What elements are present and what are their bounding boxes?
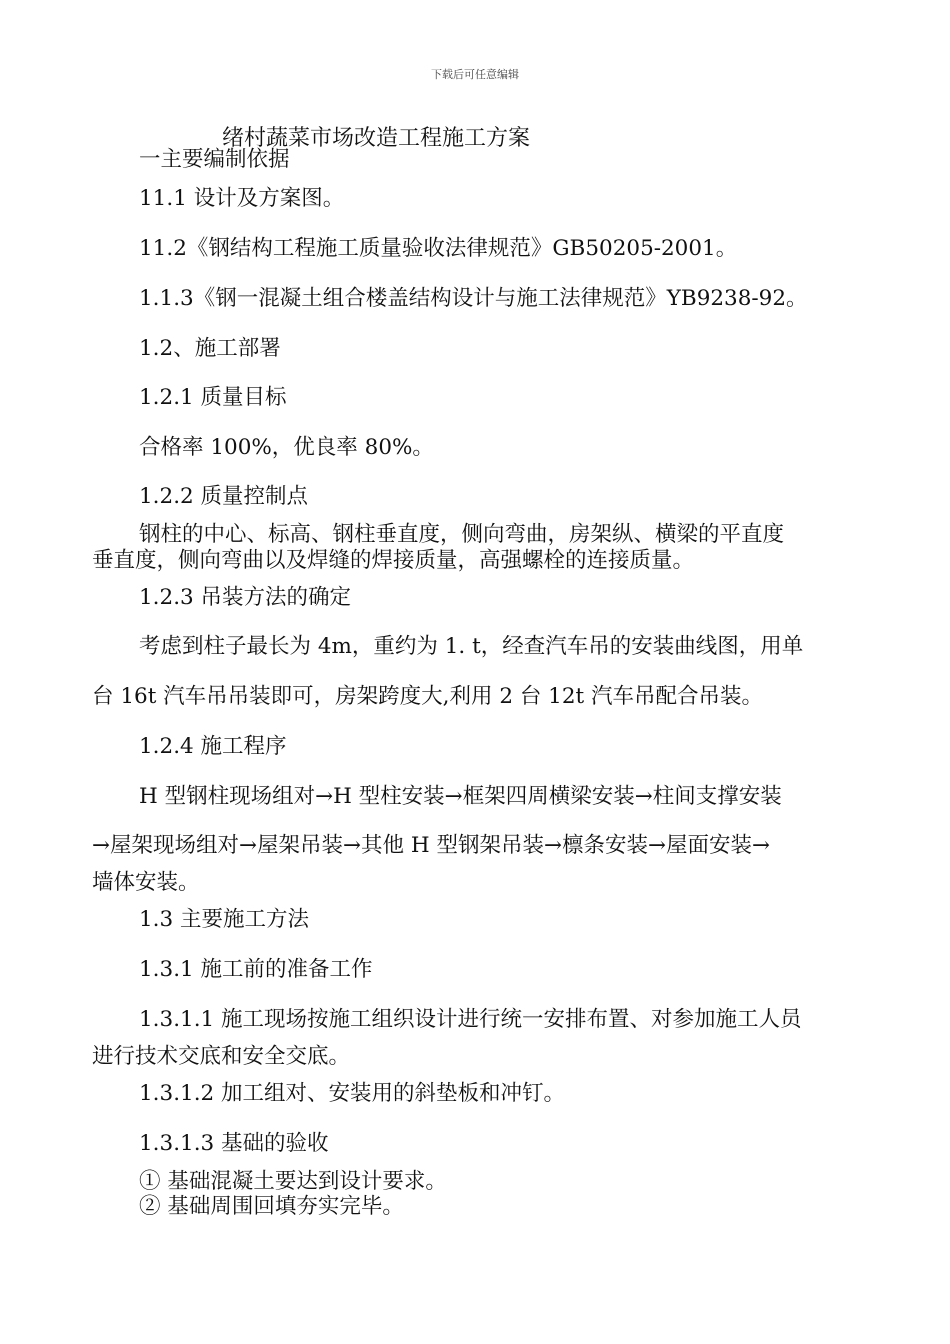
paragraph-line: 1.1.3《钢一混凝土组合楼盖结构设计与施工法律规范》YB9238-92。	[139, 286, 808, 311]
paragraph-line: 11.1 设计及方案图。	[139, 186, 345, 211]
subheading-foundation-acceptance: 1.3.1.3 基础的验收	[139, 1131, 329, 1156]
document-title: 绪村蔬菜市场改造工程施工方案	[222, 126, 531, 151]
subheading-lifting-method: 1.2.3 吊装方法的确定	[139, 585, 352, 610]
subheading-preparation: 1.3.1 施工前的准备工作	[139, 957, 373, 982]
subheading-quality-target: 1.2.1 质量目标	[139, 385, 287, 410]
paragraph-line: →屋架现场组对→屋架吊装→其他 H 型钢架吊装→檩条安装→屋面安装→	[92, 833, 771, 858]
header-note: 下载后可任意编辑	[431, 68, 519, 81]
paragraph-line: H 型钢柱现场组对→H 型柱安装→框架四周横梁安装→柱间支撑安装	[139, 784, 782, 809]
subheading-control-points: 1.2.2 质量控制点	[139, 484, 309, 509]
paragraph-line: 台 16t 汽车吊吊装即可，房架跨度大,利用 2 台 12t 汽车吊配合吊装。	[92, 684, 764, 709]
paragraph-line: 钢柱的中心、标高、钢柱垂直度，侧向弯曲，房架纵、横梁的平直度	[139, 522, 785, 547]
list-item: ① 基础混凝土要达到设计要求。	[139, 1169, 447, 1194]
list-item: ② 基础周围回填夯实完毕。	[139, 1194, 404, 1219]
section-heading-deployment: 1.2、施工部署	[139, 336, 281, 361]
paragraph-line: 墙体安装。	[92, 870, 200, 895]
paragraph-line: 进行技术交底和安全交底。	[92, 1044, 351, 1069]
paragraph-line: 11.2《钢结构工程施工质量验收法律规范》GB50205-2001。	[139, 236, 738, 261]
section-heading-basis: 一主要编制依据	[139, 147, 290, 172]
paragraph-line: 考虑到柱子最长为 4m，重约为 1. t，经查汽车吊的安装曲线图，用单	[139, 634, 804, 659]
paragraph-line: 合格率 100%，优良率 80%。	[139, 435, 434, 460]
paragraph-line: 垂直度，侧向弯曲以及焊缝的焊接质量，高强螺栓的连接质量。	[92, 548, 695, 573]
paragraph-line: 1.3.1.2 加工组对、安装用的斜垫板和冲钉。	[139, 1081, 566, 1106]
subheading-procedure: 1.2.4 施工程序	[139, 734, 287, 759]
paragraph-line: 1.3.1.1 施工现场按施工组织设计进行统一安排布置、对参加施工人员	[139, 1007, 802, 1032]
section-heading-methods: 1.3 主要施工方法	[139, 907, 310, 932]
